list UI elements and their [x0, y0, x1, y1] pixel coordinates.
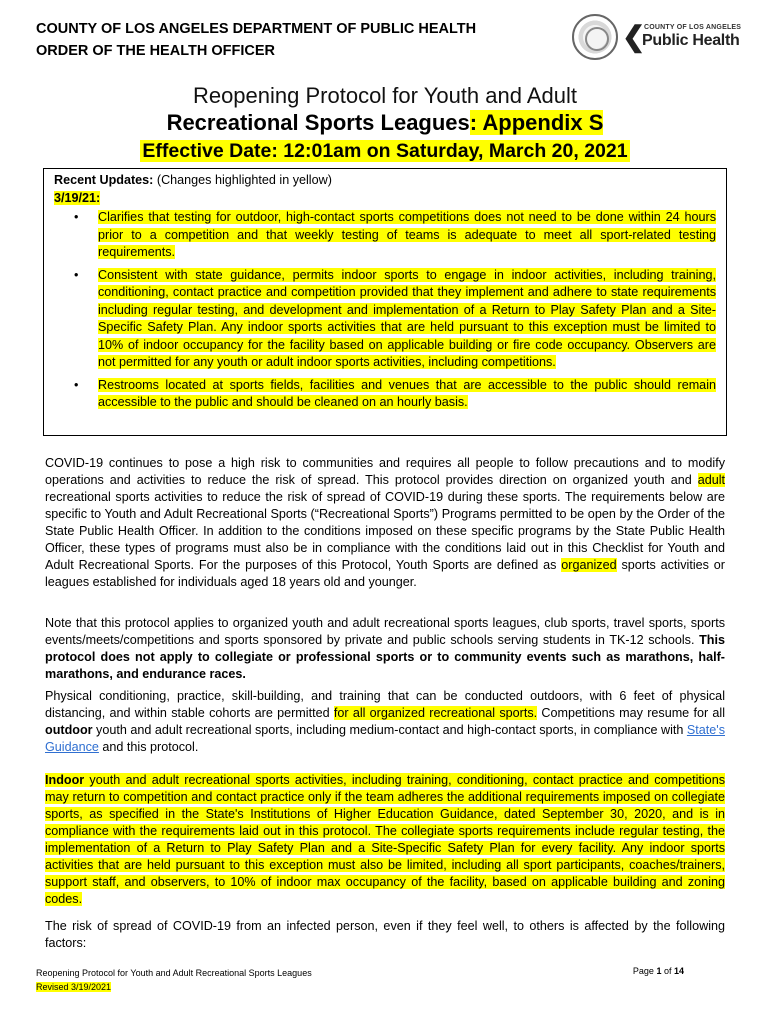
intro-paragraph: [45, 455, 725, 591]
logo-big-text: Public Health: [642, 32, 740, 49]
list-item: [54, 209, 716, 262]
public-health-logo: [622, 21, 742, 56]
text-run: Physical conditioning, practice, skill-building, and training that can be conducted outdoors, with 6 feet of physical distancing, and within stable cohorts are permitted: [45, 689, 725, 720]
text-run: and this protocol.: [98, 740, 199, 754]
updates-date: 3/19/21:: [54, 190, 101, 205]
updates-note: (Changes highlighted in yellow): [153, 173, 332, 187]
text-run: youth and adult recreational sports, including medium-contact and high-contact sports, in compliance with: [92, 723, 687, 737]
text-run-highlight: organized: [561, 558, 617, 572]
states-guidance-link[interactable]: State's Guidance: [45, 723, 725, 754]
text-run: COVID-19 continues to pose a high risk to communities and requires all people to follow precautions and to modify operations and activities to reduce the risk of spread. This protocol provides direction on organized youth and: [45, 456, 725, 487]
title-main: Recreational Sports Leagues: [166, 110, 470, 135]
footer-left: [36, 966, 312, 994]
text-run-highlight: adult: [697, 473, 725, 487]
effective-date: [0, 138, 770, 164]
header-order: ORDER OF THE HEALTH OFFICER: [36, 43, 275, 59]
update-text: Restrooms located at sports fields, facilities and venues that are accessible to the public should remain accessible to the public and should be cleaned on an hourly basis.: [98, 377, 716, 409]
logo-small-text: COUNTY OF LOS ANGELES: [644, 24, 742, 31]
updates-label: Recent Updates:: [54, 173, 154, 187]
page-mid: of: [661, 966, 674, 976]
page-prefix: Page: [632, 966, 657, 976]
risk-paragraph: The risk of spread of COVID-19 from an infected person, even if they feel well, to others is affected by the following factors:: [45, 919, 725, 950]
page-number: [633, 966, 684, 976]
updates-list: [54, 209, 716, 412]
header-department: COUNTY OF LOS ANGELES DEPARTMENT OF PUBLIC HEALTH: [36, 21, 477, 37]
text-run-bold: outdoor: [45, 723, 93, 737]
recent-updates-box: [43, 168, 727, 436]
text-run: recreational sports activities to reduce the risk of spread of COVID-19 during these sports. The requirements below are specific to Youth and Adult Recreational Sports (“Recreational Sports”) Programs permitted to be open by the Order of the State Public Health Officer. In addition to the conditions imposed on these specific programs by the State Public Health Officer, these types of programs must also be in compliance with the conditions laid out in this Checklist for Youth and Adult Recreational Sports. For the purposes of this Protocol, Youth Sports are defined as: [45, 490, 725, 572]
title-appendix: : Appendix S: [469, 110, 604, 135]
page-total: 14: [673, 966, 684, 976]
footer-revised: Revised 3/19/2021: [36, 982, 112, 992]
outdoor-paragraph: [45, 688, 725, 756]
update-text: Clarifies that testing for outdoor, high-contact sports competitions does not need to be done within 24 hours prior to a competition and that weekly testing of teams is adequate to meet all sport-related testing requirements.: [98, 210, 716, 259]
text-run-bold: Indoor: [45, 773, 85, 787]
logo-mark-icon: ❮: [622, 21, 646, 52]
list-item: [54, 267, 716, 372]
county-seal-icon: [572, 14, 618, 60]
indoor-paragraph: [45, 772, 725, 908]
indoor-highlight: [45, 773, 725, 906]
update-text: Consistent with state guidance, permits indoor sports to engage in indoor activities, including training, conditioning, contact practice and competition provided that they implement and adhere to state requirements including regular testing, and development and implementation of a Return to Play Safety Plan and a Site-Specific Safety Plan. Any indoor sports activities that are held pursuant to this exception must be limited to 10% of indoor occupancy for the facility based on applicable building or fire code occupancy. Observers are not permitted for any youth or adult indoor sports activities, including competitions.: [98, 267, 716, 369]
effective-date-text: Effective Date: 12:01am on Saturday, March 20, 2021: [142, 140, 628, 162]
document-header: [36, 18, 476, 62]
page-current: 1: [656, 966, 662, 976]
footer-revised-line: [36, 980, 312, 994]
text-run: Note that this protocol applies to organized youth and adult recreational sports leagues, club sports, travel sports, sports events/meets/competitions and sports sponsored by private and public schools serving students in TK-12 schools.: [45, 616, 725, 647]
text-run-highlight: for all organized recreational sports.: [333, 706, 538, 720]
text-run: youth and adult recreational sports activities, including training, conditioning, contact practice and competitions may return to competition and contact practice only if the team adheres the additional requirements imposed on collegiate sports, as specified in the State's Institutions of Higher Education Guidance, dated September 30, 2020, and is in compliance with the requirements laid out in this protocol. The collegiate sports requirements include regular testing, the implementation of a Return to Play Safety Plan and a Site-Specific Safety Plan for every facility. Any indoor sports activities that are held pursuant to this exception must also be limited, including all sport participants, coaches/trainers, support staff, and observers, to 10% of indoor max occupancy of the facility, based on applicable building and zoning codes.: [45, 773, 725, 906]
text-run: sports activities or leagues established for individuals aged 18 years old and younger.: [45, 558, 725, 589]
title-line2: [0, 109, 770, 137]
updates-heading: [54, 172, 716, 190]
footer-title: Reopening Protocol for Youth and Adult Recreational Sports Leagues: [36, 968, 312, 978]
updates-date-line: [54, 190, 716, 208]
text-run: Competitions may resume for all: [537, 706, 726, 720]
text-run-bold: This protocol does not apply to collegiate or professional sports or to community events such as marathons, half-marathons, and endurance races.: [45, 633, 725, 681]
list-item: [54, 377, 716, 412]
title-line1: Reopening Protocol for Youth and Adult: [192, 83, 578, 108]
scope-paragraph: [45, 615, 725, 683]
